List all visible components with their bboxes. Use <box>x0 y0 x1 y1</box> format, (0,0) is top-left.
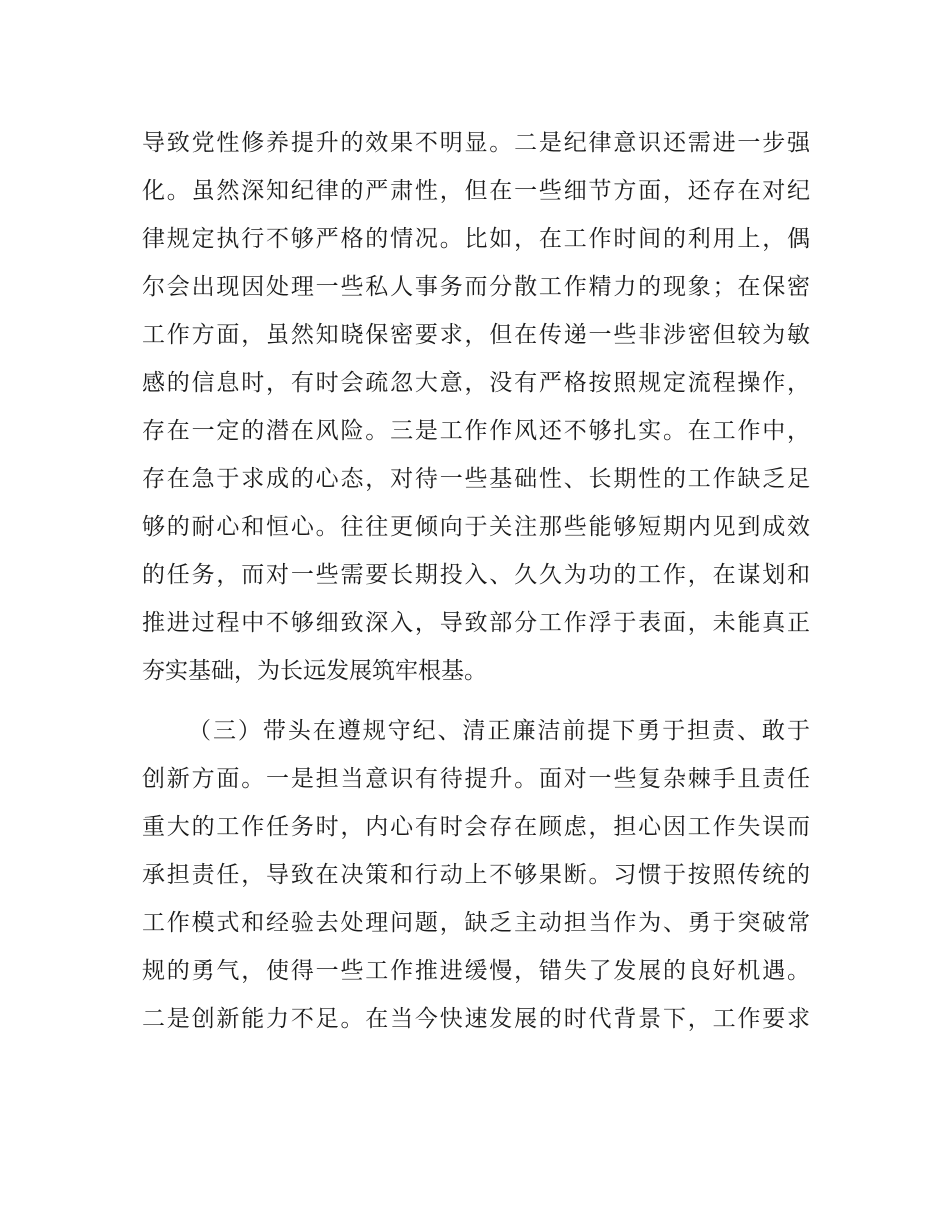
document-body <box>142 119 810 1043</box>
text-line: 重大的工作任务时，内心有时会存在顾虑，担心因工作失误而 <box>142 814 810 840</box>
text-line: 夯实基础，为长远发展筑牢根基。 <box>142 658 487 684</box>
paragraph <box>142 119 810 695</box>
paragraph <box>142 707 810 1043</box>
text-line: 工作方面，虽然知晓保密要求，但在传递一些非涉密但较为敏 <box>142 322 810 348</box>
text-line: 存在急于求成的心态，对待一些基础性、长期性的工作缺乏足 <box>142 466 810 492</box>
text-line: （三）带头在遵规守纪、清正廉洁前提下勇于担责、敢于 <box>188 718 810 744</box>
paragraph-spacer <box>142 695 810 707</box>
text-line: 创新方面。一是担当意识有待提升。面对一些复杂棘手且责任 <box>142 766 810 792</box>
text-line: 够的耐心和恒心。往往更倾向于关注那些能够短期内见到成效 <box>142 514 810 540</box>
text-line: 推进过程中不够细致深入，导致部分工作浮于表面，未能真正 <box>142 610 810 636</box>
text-line: 化。虽然深知纪律的严肃性，但在一些细节方面，还存在对纪 <box>142 178 810 204</box>
text-line: 二是创新能力不足。在当今快速发展的时代背景下，工作要求 <box>142 1006 810 1032</box>
text-line: 承担责任，导致在决策和行动上不够果断。习惯于按照传统的 <box>142 862 810 888</box>
text-line: 的任务，而对一些需要长期投入、久久为功的工作，在谋划和 <box>142 562 810 588</box>
text-line: 感的信息时，有时会疏忽大意，没有严格按照规定流程操作， <box>142 370 810 396</box>
text-line: 律规定执行不够严格的情况。比如，在工作时间的利用上，偶 <box>142 226 810 252</box>
text-line: 导致党性修养提升的效果不明显。二是纪律意识还需进一步强 <box>142 130 810 156</box>
text-line: 工作模式和经验去处理问题，缺乏主动担当作为、勇于突破常 <box>142 910 810 936</box>
text-line: 规的勇气，使得一些工作推进缓慢，错失了发展的良好机遇。 <box>142 958 810 984</box>
text-line: 尔会出现因处理一些私人事务而分散工作精力的现象；在保密 <box>142 274 810 300</box>
text-line: 存在一定的潜在风险。三是工作作风还不够扎实。在工作中， <box>142 418 810 444</box>
